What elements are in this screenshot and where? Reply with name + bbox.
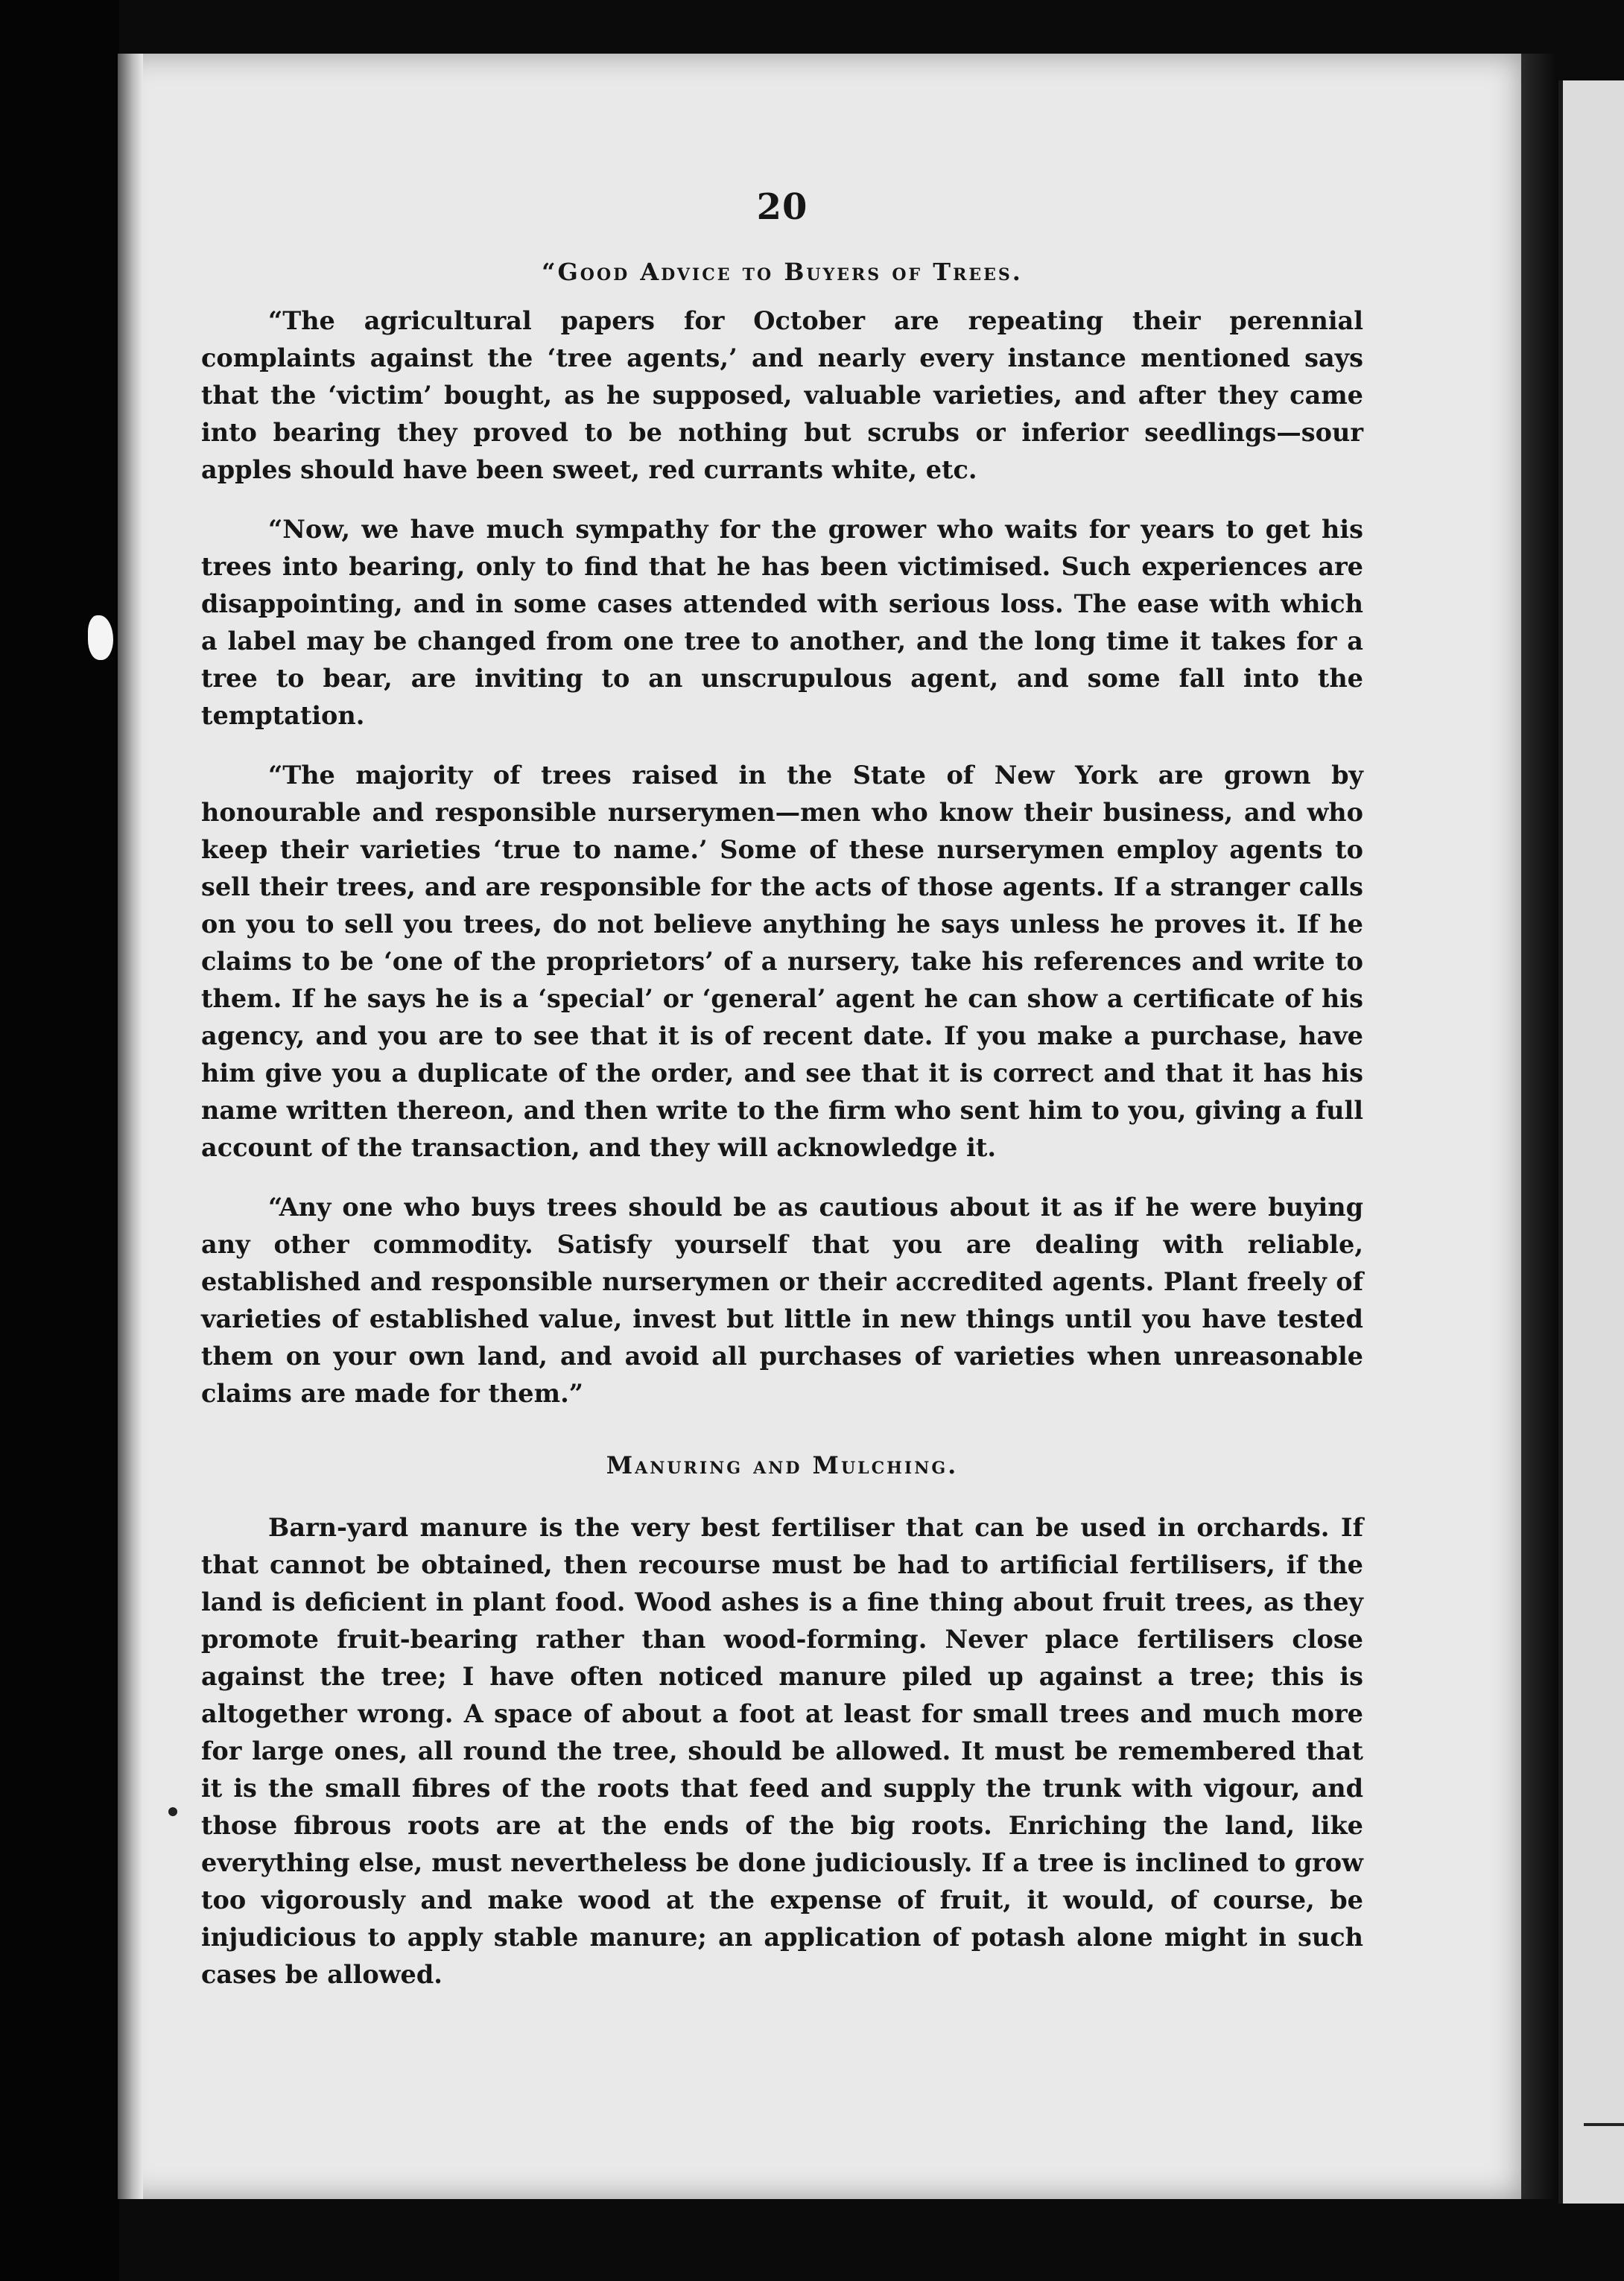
margin-dot-mark (168, 1807, 177, 1816)
page-gutter (1521, 54, 1558, 2199)
section-heading-manuring: Manuring and Mulching. (606, 1451, 959, 1479)
paragraph: “Any one who buys trees should be as cautious about it as if he were buying any other commodity. Satisfy yourself that you are dealing with reliable, established and responsible nurserymen or their accredited agents. Plant freely of varieties of established value, invest but little in new things until you have tested them on your own land, and avoid all purchases of varieties when unreasonable claims are made for them.” (201, 1193, 1363, 1408)
page-binding-shadow (118, 54, 143, 2199)
page-content (201, 186, 1363, 2016)
paragraph: Barn-yard manure is the very best fertiliser that can be used in orchards. If that cannot be obtained, then recourse must be had to artificial fertilisers, if the land is deficient in plant food. Wood ashes is a fine thing about fruit trees, as they promote fruit-bearing rather than wood-forming. Never place fertilisers close against the tree; I have often noticed manure piled up against a tree; this is altogether wrong. A space of about a foot at least for small trees and much more for large ones, all round the tree, should be allowed. It must be remembered that it is the small fibres of the roots that feed and supply the trunk with vigour, and those fibrous roots are at the ends of the big roots. Enriching the land, like everything else, must nevertheless be done judiciously. If a tree is inclined to grow too vigorously and make wood at the expense of fruit, it would, of course, be injudicious to apply stable manure; an application of potash alone might in such cases be allowed. (201, 1513, 1363, 1989)
paragraph: “The agricultural papers for October are repeating their perennial complaints against the ‘tree agents,’ and nearly every instance mentioned says that the ‘victim’ bought, as he supposed, valuable varieties, and after they came into bearing they proved to be nothing but scrubs or inferior seedlings—sour apples should have been sweet, red currants white, etc. (201, 306, 1363, 484)
paragraph: “The majority of trees raised in the State of New York are grown by honourable and responsible nurserymen—men who know their business, and who keep their varieties ‘true to name.’ Some of these nurserymen employ agents to sell their trees, and are responsible for the acts of those agents. If a stranger calls on you to sell you trees, do not believe anything he says unless he proves it. If he claims to be ‘one of the proprietors’ of a nursery, take his references and write to them. If he says he is a ‘special’ or ‘general’ agent he can show a certificate of his agency, and you are to see that it is of recent date. If you make a purchase, have him give you a duplicate of the order, and see that it is correct and that it has his name written thereon, and then write to the firm who sent him to you, giving a full account of the transaction, and they will acknowledge it. (201, 761, 1363, 1162)
adjacent-page-rule (1584, 2123, 1624, 2126)
paragraph: “Now, we have much sympathy for the grower who waits for years to get his trees into bearing, only to find that he has been victimised. Such experiences are disappointing, and in some cases attended with serious loss. The ease with which a label may be changed from one tree to another, and the long time it takes for a tree to bear, are inviting to an unscrupulous agent, and some fall into the temptation. (201, 515, 1363, 730)
scan-left-margin (0, 0, 119, 2281)
adjacent-page-edge (1558, 80, 1624, 2204)
page-number: 20 (756, 186, 808, 228)
section-heading-advice: “Good Advice to Buyers of Trees. (542, 258, 1023, 286)
